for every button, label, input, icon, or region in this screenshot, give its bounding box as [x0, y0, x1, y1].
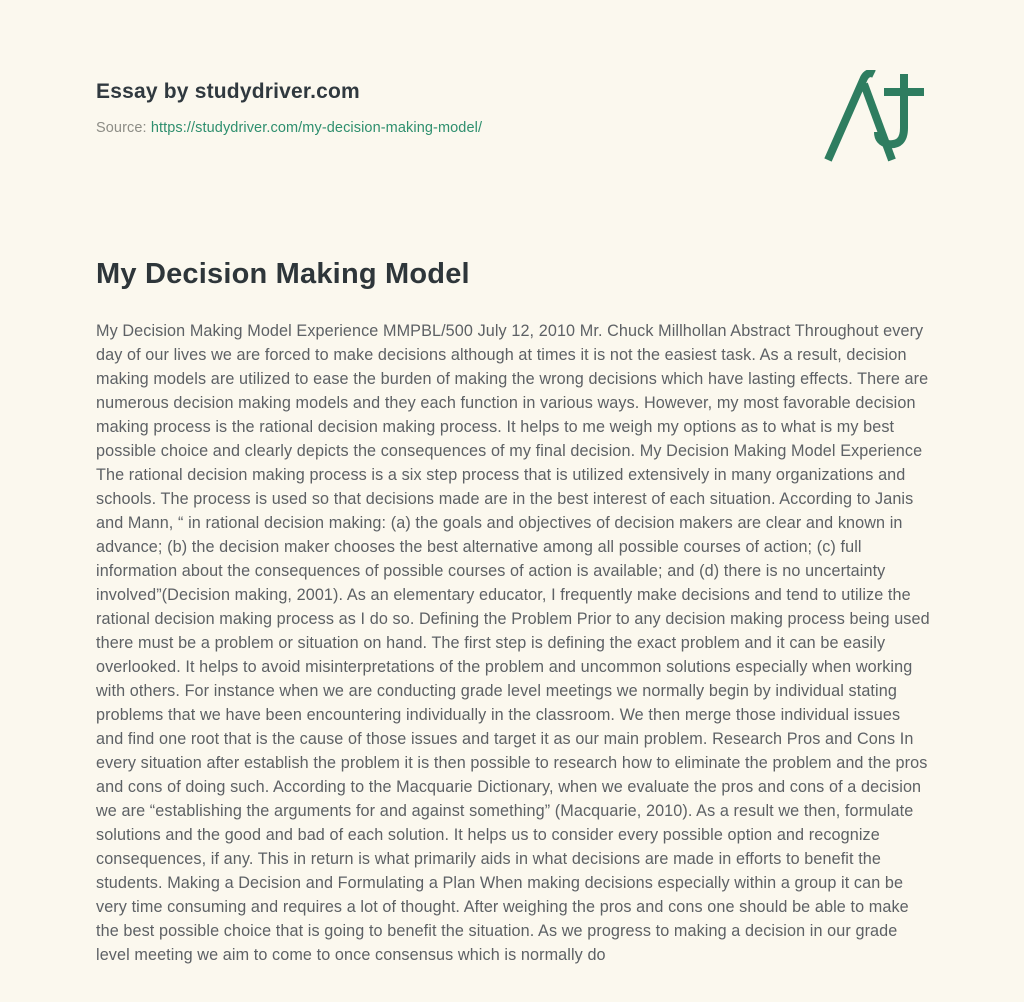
studydriver-logo-icon — [822, 70, 926, 164]
source-label: Source: — [96, 120, 147, 136]
source-link[interactable]: https://studydriver.com/my-decision-making-model/ — [150, 120, 483, 136]
essay-body: My Decision Making Model Experience MMPBL/500 July 12, 2010 Mr. Chuck Millhollan Abstract Throughout every day of our lives we are forced to make decisions although at times it is not the easiest task. As a result, decision making models are utilized to ease the burden of making the wrong decisions which have lasting effects. There are numerous decision making models and they each function in various ways. However, my most favorable decision making process is the rational decision making process. It helps to me weigh my options as to what is my best possible choice and clearly depicts the consequences of my final decision. My Decision Making Model Experience The rational decision making process is a six step process that is utilized extensively in many organizations and schools. The process is used so that decisions made are in the best interest of each situation. According to Janis and Mann, “ in rational decision making: (a) the goals and objectives of decision makers are clear and known in advance; (b) the decision maker chooses the best alternative among all possible courses of action; (c) full information about the consequences of possible courses of action is available; and (d) there is no uncertainty involved”(Decision making, 2001). As an elementary educator, I frequently make decisions and tend to utilize the rational decision making process as I do so. Defining the Problem Prior to any decision making process being used there must be a problem or situation on hand. The first step is defining the exact problem and it can be easily overlooked. It helps to avoid misinterpretations of the problem and uncommon solutions especially when working with others. For instance when we are conducting grade level meetings we normally begin by individual stating problems that we have been encountering individually in the classroom. We then merge those individual issues and find one root that is the cause of those issues and target it as our main problem. Research Pros and Cons In every situation after establish the problem it is then possible to research how to eliminate the problem and the pros and cons of doing such. According to the Macquarie Dictionary, when we evaluate the pros and cons of a decision we are “establishing the arguments for and against something” (Macquarie, 2010). As a result we then, formulate solutions and the good and bad of each solution. It helps us to consider every possible option and recognize consequences, if any. This in return is what primarily aids in what decisions are made in efforts to benefit the students. Making a Decision and Formulating a Plan When making decisions especially within a group it can be very time consuming and requires a lot of thought. After weighing the pros and cons one should be able to make the best possible choice that is going to benefit the situation. As we progress to making a decision in our grade level meeting we aim to come to once consensus which is normally do — [96, 322, 930, 964]
source-line — [96, 120, 928, 136]
essay-title: My Decision Making Model — [96, 258, 470, 290]
byline: Essay by studydriver.com — [96, 80, 360, 103]
